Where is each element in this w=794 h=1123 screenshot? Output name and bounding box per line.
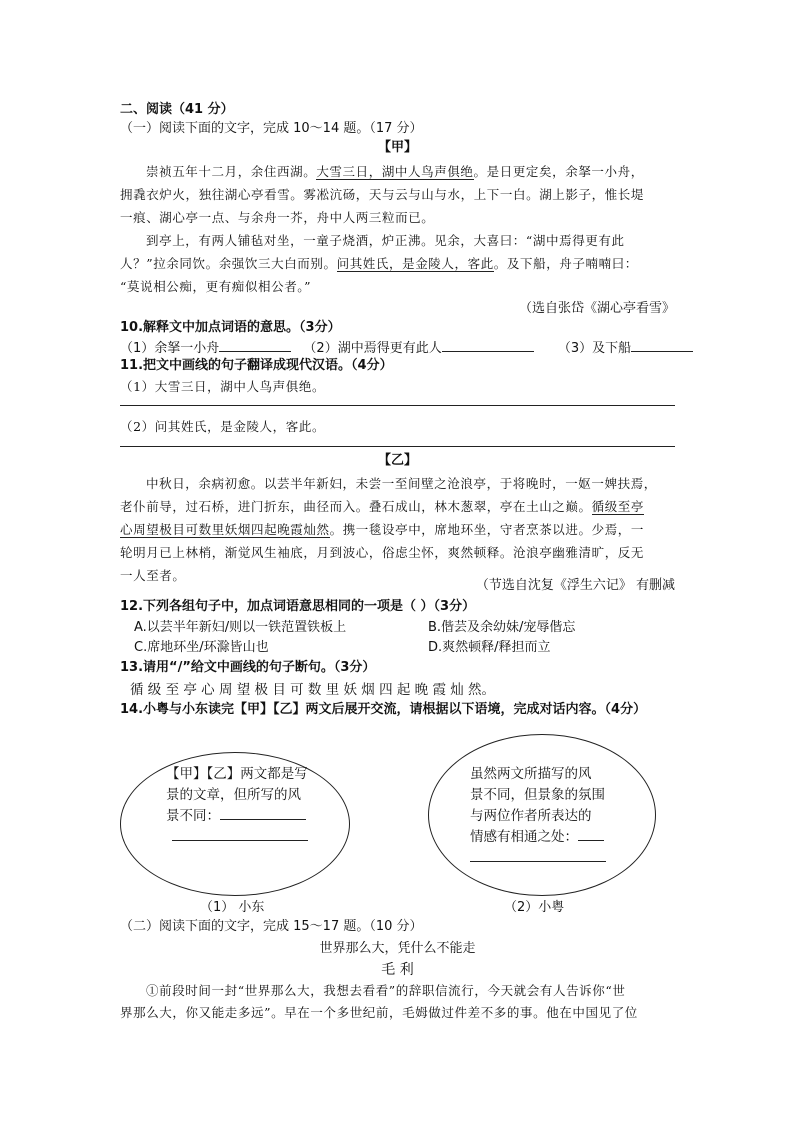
- yi-line-4: 轮明月已上林梢，渐觉风生袖底，月到波心，俗虑尘怀，爽然顿释。沧浪亭幽雅清旷，反无: [120, 545, 645, 560]
- q11-sentence-1: （1）大雪三日，湖中人鸟声俱绝。: [120, 379, 326, 394]
- q10-blank-2[interactable]: [442, 339, 534, 352]
- q14-blank-1b[interactable]: [172, 828, 308, 841]
- yi-heading: 【乙】: [377, 453, 417, 468]
- q14-label: 14.小粤与小东读完【甲】【乙】两文后展开交流，请根据以下语境，完成对话内容。（4分）: [120, 702, 647, 717]
- article-line-1: ①前段时间一封“世界那么大，我想去看看”的辞职信流行，今天就会有人告诉你“世: [146, 983, 626, 998]
- q13-sentence[interactable]: 循 级 至 亭 心 周 望 极 目 可 数 里 妖 烟 四 起 晚 霞 灿 然。: [130, 682, 496, 698]
- q12-option-c[interactable]: C.席地环坐/环滁皆山也: [134, 640, 269, 655]
- article-title: 世界那么大，凭什么不能走: [319, 941, 476, 956]
- jia-line-4: 到亭上，有两人铺毡对坐，一童子烧酒，炉正沸。见余，大喜曰：“湖中焉得更有此: [146, 233, 625, 248]
- q14-blank-2b[interactable]: [470, 849, 606, 862]
- yi-source: （节选自沈复《浮生六记》 有删减: [475, 578, 675, 593]
- jia-source: （选自张岱《湖心亭看雪》: [518, 301, 675, 316]
- q12-option-a[interactable]: A.以芸半年新妇/则以一铁范置铁板上: [134, 620, 347, 635]
- jia-line-3: 一痕、湖心亭一点、与余舟一芥，舟中人两三粒而已。: [120, 210, 435, 225]
- q10-items: （1）余拏一小舟 （2）湖中焉得更有此人 （3）及下船: [120, 339, 693, 358]
- q11-sentence-2: （2）问其姓氏，是金陵人，客此。: [120, 419, 326, 434]
- caption-xiaodong: （1） 小东: [200, 900, 265, 915]
- caption-xiaoyue: （2）小粤: [504, 900, 565, 915]
- jia-line-2: 拥毳衣炉火，独往湖心亭看雪。雾凇沆砀，天与云与山与水，上下一白。湖上影子，惟长堤: [120, 187, 645, 202]
- jia-line-5: 人？”拉余同饮。余强饮三大白而别。问其姓氏，是金陵人，客此。及下船，舟子喃喃曰：: [120, 256, 638, 271]
- q12-option-b[interactable]: B.偕芸及余幼妹/宠辱偕忘: [428, 620, 576, 635]
- q13-label: 13.请用“/”给文中画线的句子断句。（3分）: [120, 660, 376, 675]
- q14-blank-1a[interactable]: [220, 807, 306, 820]
- q11-answer-line-1[interactable]: [120, 405, 675, 406]
- q11-answer-line-2[interactable]: [120, 446, 675, 447]
- yi-underline-end: 心周望极目可数里妖烟四起晚霞灿然: [120, 522, 330, 537]
- q10-blank-1[interactable]: [219, 339, 291, 352]
- q10-blank-3[interactable]: [631, 339, 693, 352]
- bubble-xiaodong-text: 【甲】【乙】两文都是写 景的文章，但所写的风 景不同：: [166, 764, 308, 848]
- jia-heading: 【甲】: [377, 140, 417, 155]
- jia-line-6: “莫说相公痴，更有痴似相公者。”: [120, 279, 312, 294]
- q10-label: 10.解释文中加点词语的意思。（3分）: [120, 320, 341, 335]
- part1-intro: （一）阅读下面的文字，完成 10～14 题。（17 分）: [120, 121, 423, 136]
- yi-line-3: 心周望极目可数里妖烟四起晚霞灿然。携一毯设亭中，席地环坐，守者烹茶以进。少焉，一: [120, 522, 645, 537]
- yi-underline-start: 循级至亭: [591, 499, 645, 514]
- part2-intro: （二）阅读下面的文字，完成 15～17 题。（10 分）: [120, 919, 423, 934]
- yi-line-1: 中秋日，余病初愈。以芸半年新妇，未尝一至间壁之沧浪亭，于将晚时，一妪一婢扶焉，: [146, 476, 657, 491]
- q12-option-d[interactable]: D.爽然顿释/释担而立: [428, 640, 551, 655]
- yi-line-5: 一人至者。: [120, 568, 186, 583]
- bubble-xiaoyue-text: 虽然两文所描写的风 景不同，但景象的氛围 与两位作者所表达的 情感有相通之处：: [470, 764, 606, 869]
- jia-line-1: 崇祯五年十二月，余住西湖。大雪三日，湖中人鸟声俱绝。是日更定矣，余拏一小舟，: [146, 164, 644, 179]
- article-author: 毛 利: [381, 962, 414, 978]
- q12-label: 12.下列各组句子中，加点词语意思相同的一项是（ ）（3分）: [120, 599, 476, 614]
- jia-underline-2: 问其姓氏，是金陵人，客此: [336, 256, 494, 271]
- yi-line-2: 老仆前导，过石桥，进门折东，曲径而入。叠石成山，林木葱翠，亭在土山之巅。循级至亭: [120, 499, 645, 514]
- jia-underline-1: 大雪三日，湖中人鸟声俱绝: [316, 164, 474, 179]
- q11-label: 11.把文中画线的句子翻译成现代汉语。（4分）: [120, 358, 393, 373]
- q14-blank-2a[interactable]: [578, 828, 604, 841]
- section-title: 二、阅读（41 分）: [120, 102, 234, 117]
- article-line-2: 界那么大，你又能走多远”。早在一个多世纪前，毛姆做过件差不多的事。他在中国见了位: [120, 1005, 638, 1020]
